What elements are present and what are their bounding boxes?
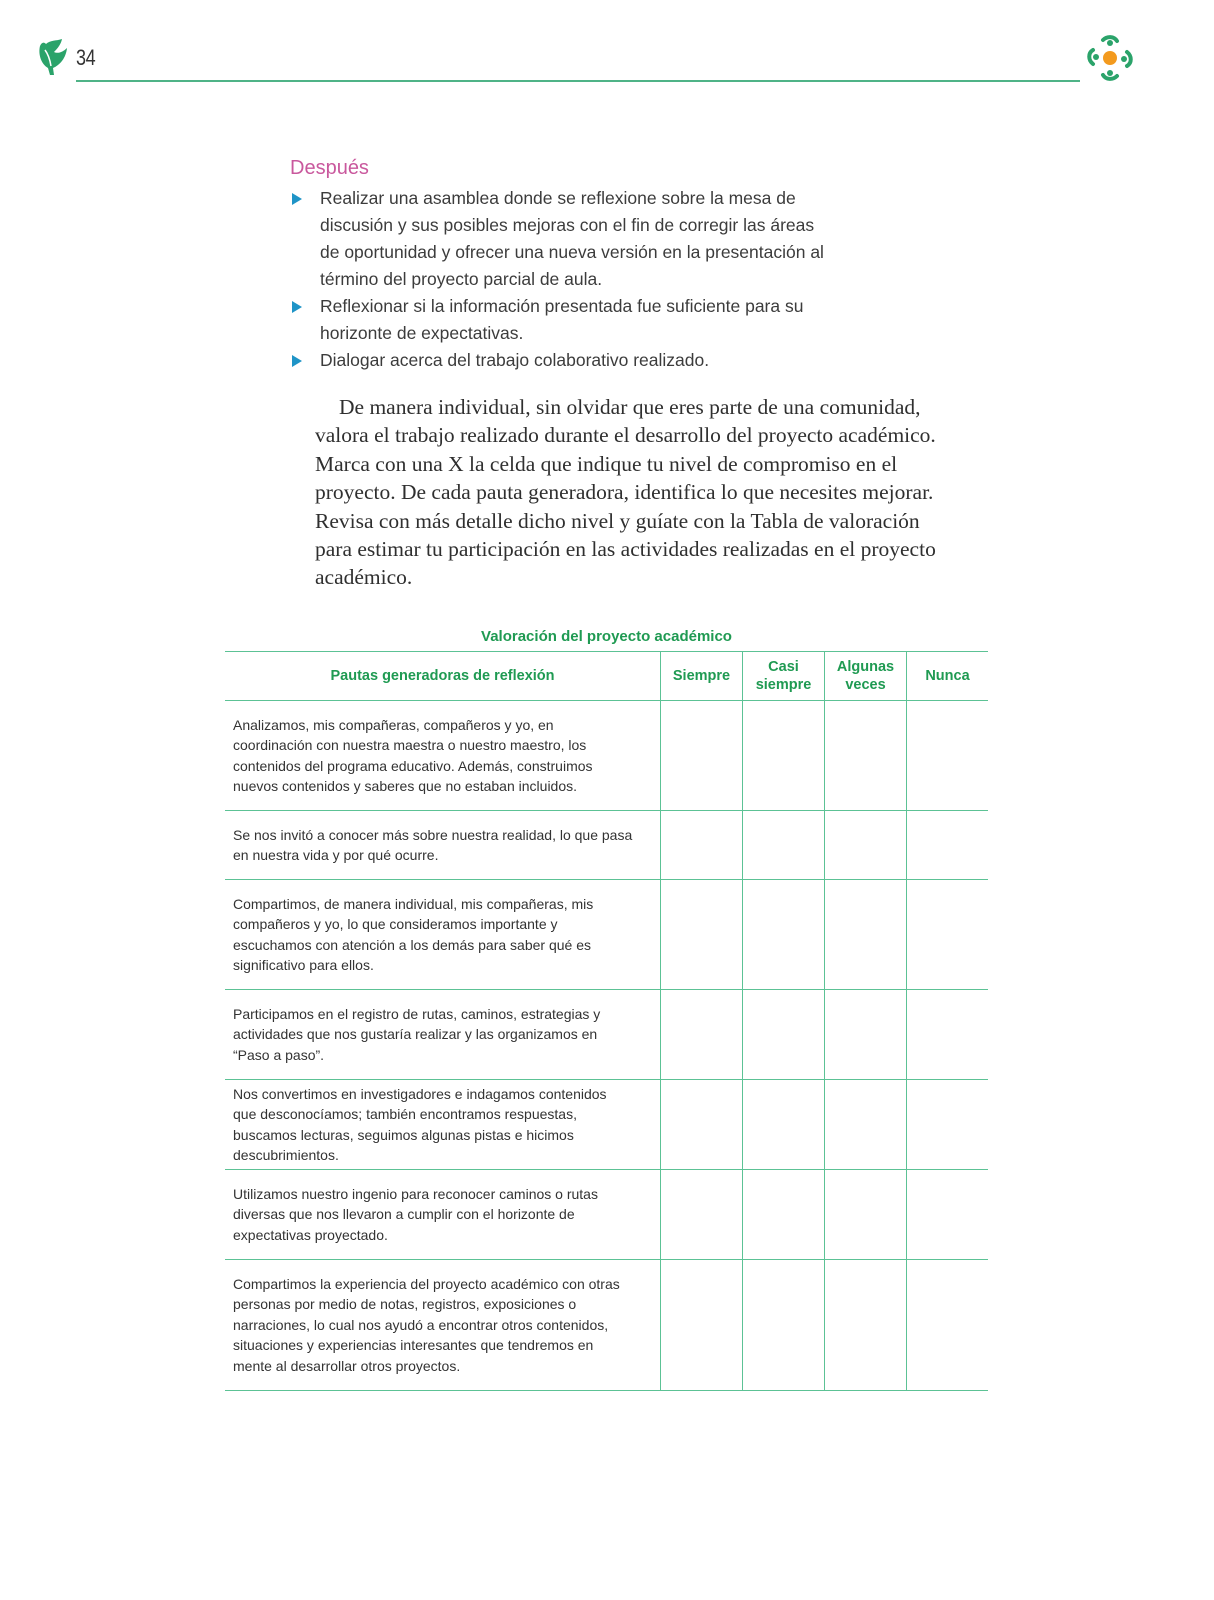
siempre-cell[interactable] [661, 1260, 743, 1391]
table-row [225, 990, 988, 1080]
header-algunas-veces [825, 652, 907, 701]
table-row [225, 1080, 988, 1170]
pauta-text: Participamos en el registro de rutas, caminos, estrategias y actividades que nos gustaría realizar y las organizamos en “Paso a paso”. [233, 1005, 601, 1063]
table-row [225, 1260, 988, 1391]
casi-siempre-cell[interactable] [743, 701, 825, 811]
algunas-veces-cell[interactable] [825, 701, 907, 811]
nunca-cell[interactable] [907, 880, 989, 990]
table-title: Valoración del proyecto académico [481, 628, 732, 645]
casi-siempre-cell[interactable] [743, 811, 825, 880]
pauta-cell [225, 811, 661, 880]
nunca-cell[interactable] [907, 1260, 989, 1391]
algunas-veces-cell[interactable] [825, 811, 907, 880]
intro-paragraph: De manera individual, sin olvidar que eres parte de una comunidad, valora el trabajo realizado durante el desarrollo del proyecto académico. Marca con una X la celda que indique tu nivel de compromiso en el proyecto. De cada pauta generadora, identifica lo que necesites mejorar. Revisa con más detalle dicho nivel y guíate con la Tabla de valoración para estimar tu participación en las actividades realizadas en el proyecto académico. [315, 395, 936, 590]
nunca-cell[interactable] [907, 990, 989, 1080]
pauta-text: Compartimos, de manera individual, mis compañeras, mis compañeros y yo, lo que consideramos importante y escuchamos con atención a los demás para saber qué es significativo para ellos. [233, 895, 594, 973]
algunas-veces-cell[interactable] [825, 1170, 907, 1260]
section-heading: Después [290, 157, 369, 179]
bullet-list [290, 185, 830, 374]
casi-siempre-cell[interactable] [743, 1260, 825, 1391]
header-casi-siempre-label: Casi siempre [755, 659, 812, 693]
pauta-cell [225, 1170, 661, 1260]
casi-siempre-cell[interactable] [743, 1170, 825, 1260]
siempre-cell[interactable] [661, 990, 743, 1080]
table-row [225, 1170, 988, 1260]
pauta-cell [225, 701, 661, 811]
bullet-text: Reflexionar si la información presentada fue suficiente para su horizonte de expectativas. [320, 296, 804, 343]
pauta-text: Nos convertimos en investigadores e indagamos contenidos que desconocíamos; también encontramos respuestas, buscamos lecturas, seguimos algunas pistas e hicimos descubrimientos. [233, 1085, 607, 1163]
header-divider [76, 80, 1080, 82]
header-casi-siempre [743, 652, 825, 701]
pauta-text: Analizamos, mis compañeras, compañeros y yo, en coordinación con nuestra maestra o nuestro maestro, los contenidos del programa educativo. Además, construimos nuevos contenidos y saberes que no estaban incluidos. [233, 716, 593, 794]
nunca-cell[interactable] [907, 1080, 989, 1170]
bullet-arrow-icon [292, 355, 302, 367]
header-nunca: Nunca [907, 652, 989, 701]
nunca-cell[interactable] [907, 701, 989, 811]
header-siempre: Siempre [661, 652, 743, 701]
casi-siempre-cell[interactable] [743, 880, 825, 990]
nunca-cell[interactable] [907, 1170, 989, 1260]
list-item [290, 347, 830, 374]
siempre-cell[interactable] [661, 811, 743, 880]
pauta-cell [225, 880, 661, 990]
pauta-text: Compartimos la experiencia del proyecto académico con otras personas por medio de notas, registros, exposiciones o narraciones, lo cual nos ayudó a encontrar otros contenidos, situaciones y experiencias interesantes que tendremos en mente al desarrollar otros proyectos. [233, 1275, 620, 1374]
leaf-logo-icon [36, 38, 70, 76]
list-item [290, 185, 830, 293]
table-row [225, 811, 988, 880]
header-pautas: Pautas generadoras de reflexión [225, 652, 661, 701]
bullet-text: Dialogar acerca del trabajo colaborativo realizado. [320, 350, 710, 370]
page-number: 34 [76, 45, 96, 70]
bullet-text: Realizar una asamblea donde se reflexione sobre la mesa de discusión y sus posibles mejoras con el fin de corregir las áreas de oportunidad y ofrecer una nueva versión en la presentación al término del proyecto parcial de aula. [320, 188, 824, 289]
pauta-cell [225, 1080, 661, 1170]
nunca-cell[interactable] [907, 811, 989, 880]
casi-siempre-cell[interactable] [743, 990, 825, 1080]
header-algunas-veces-label: Algunas veces [836, 659, 895, 693]
bullet-arrow-icon [292, 193, 302, 205]
pauta-cell [225, 1260, 661, 1391]
siempre-cell[interactable] [661, 701, 743, 811]
pauta-cell [225, 990, 661, 1080]
flower-logo-icon [1083, 32, 1137, 86]
pauta-text: Se nos invitó a conocer más sobre nuestra realidad, lo que pasa en nuestra vida y por qué ocurre. [233, 826, 633, 863]
table-header-row [225, 652, 988, 701]
table-row [225, 701, 988, 811]
casi-siempre-cell[interactable] [743, 1080, 825, 1170]
siempre-cell[interactable] [661, 1080, 743, 1170]
bullet-arrow-icon [292, 301, 302, 313]
algunas-veces-cell[interactable] [825, 1260, 907, 1391]
pauta-text: Utilizamos nuestro ingenio para reconocer caminos o rutas diversas que nos llevaron a cumplir con el horizonte de expectativas proyectado. [233, 1185, 598, 1243]
algunas-veces-cell[interactable] [825, 1080, 907, 1170]
siempre-cell[interactable] [661, 880, 743, 990]
table-row [225, 880, 988, 990]
list-item [290, 293, 830, 347]
algunas-veces-cell[interactable] [825, 880, 907, 990]
evaluation-table [225, 651, 988, 1391]
algunas-veces-cell[interactable] [825, 990, 907, 1080]
siempre-cell[interactable] [661, 1170, 743, 1260]
